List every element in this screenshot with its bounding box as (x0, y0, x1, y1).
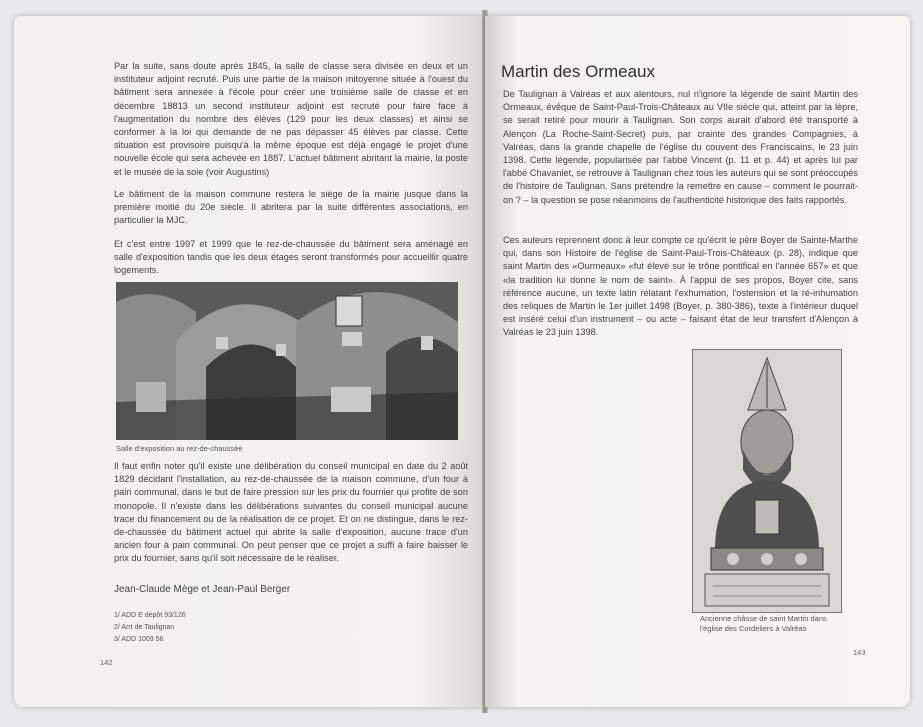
footnote: 1/ ADD E dépôt 93/126 (114, 612, 186, 619)
engraving-caption-line-2: l'église des Cordeliers à Valréas (700, 624, 807, 633)
reliquary-engraving (692, 349, 842, 613)
photo-caption: Salle d'exposition au rez-de-chaussée (116, 444, 243, 453)
right-paragraph-2: Ces auteurs reprennent donc à leur compte ce qu'écrit le père Boyer de Sainte-Marthe qui, dans son Histoire de l'église de Saint-Paul-Trois-Châteaux (p. 28), indique que saint Martin des «Ourmeaux» «fut élevé sur le trône pontifical en l'année 657» et que «la tradition lui donne le nom de saint». À l'appui de ses propos, Boyer cite, sans référence aucune, un texte latin relatant l'exhumation, l'ostension et la ré-inhumation des reliques de Martin le 1er juillet 1498 (Boyer, p. 380-386), texte à l'intérieur duquel est inséré celui d'un instrument – ou acte – faisant état de leur transfert d'Alençon à Valréas le 23 juin 1398. (503, 235, 858, 338)
page-number-right: 143 (853, 648, 866, 657)
exhibition-hall-image (116, 282, 458, 440)
footnotes (114, 610, 186, 646)
page-number-left: 142 (100, 658, 113, 667)
engraving-caption-line-1: Ancienne châsse de saint Martin dans (700, 614, 827, 623)
footnote: 3/ ADD 1009 56 (114, 636, 164, 643)
left-paragraph-2: Le bâtiment de la maison commune restera le siège de la mairie jusque dans la première moitié du 20e siècle. Il abritera par la suite différentes associations, en particulier la MJC. (114, 189, 468, 226)
exhibition-hall-photo (116, 282, 458, 440)
left-page (14, 16, 486, 707)
footnote: 2/ Arrt de Taulignan (114, 624, 175, 631)
right-page (485, 16, 910, 707)
reliquary-image (693, 350, 841, 612)
left-paragraph-4: Il faut enfin noter qu'il existe une délibération du conseil municipal en date du 2 août 1829 décidant l'installation, au rez-de-chaussée de la maison commune, d'un four à pain communal, dans le but de faire pression sur les prix du fournier qui profite de son monopole. Il n'existe dans les délibérations suivantes du conseil municipal aucune trace du financement ou de la réalisation de ce projet. Et on ne distingue, dans le rez-de-chaussée du bâtiment actuel qui abrite la salle d'exposition, aucune trace d'un ancien four à pain communal. On peut penser que ce projet a suffi à faire baisser le prix du fournier, sans qu'il soit nécessaire de le réaliser. (114, 461, 468, 564)
authors: Jean-Claude Mège et Jean-Paul Berger (114, 584, 291, 595)
right-paragraph-1: De Taulignan à Valréas et aux alentours, nul n'ignore la légende de saint Martin des Ormeaux, évêque de Saint-Paul-Trois-Châteaux au VIIe siècle qui, atteint par la lèpre, se serait retiré pour mourir à Taulignan. Son corps aurait d'abord été transporté à Alençon (La Roche-Saint-Secret) puis, par crainte des grandes Compagnies, à Valréas, dans la grande chapelle de l'église du couvent des Franciscains, le 23 juin 1398. Cette légende, popularisée par l'abbé Vincent (p. 11 et p. 44) et après lui par l'abbé Chavaniet, se retrouve à Taulignan chez tous les auteurs qui se sont préoccupés de l'histoire de Taulignan. Sans prétendre la remettre en cause – comment le pourrait-on ? – la question se pose néanmoins de l'authenticité historique des faits rapportés. (503, 89, 859, 205)
left-paragraph-1: Par la suite, sans doute après 1845, la salle de classe sera divisée en deux et un instituteur adjoint recruté. Puis une partie de la maison mitoyenne située à l'ouest du bâtiment sera annexée à l'école pour créer une troisième salle de classe et en décembre 18813 un second instituteur adjoint est recruté pour faire face à l'augmentation du nombre des élèves (129 pour les deux classes) et ainsi se conformer à la loi qui demande de ne pas dépasser 45 élèves par classe. Cette situation est provisoire puisqu'à la même époque est déjà engagé le projet d'une nouvelle école qui sera achevée en 1887. L'actuel bâtiment abritant la mairie, la poste et le musée de la soie (voir Augustins) (114, 61, 468, 177)
page-title: Martin des Ormeaux (501, 62, 655, 81)
left-paragraph-3: Et c'est entre 1997 et 1999 que le rez-de-chaussée du bâtiment sera aménagé en salle d'exposition tandis que les deux étages seront transformés pour accueillir quatre logements. (114, 239, 468, 276)
